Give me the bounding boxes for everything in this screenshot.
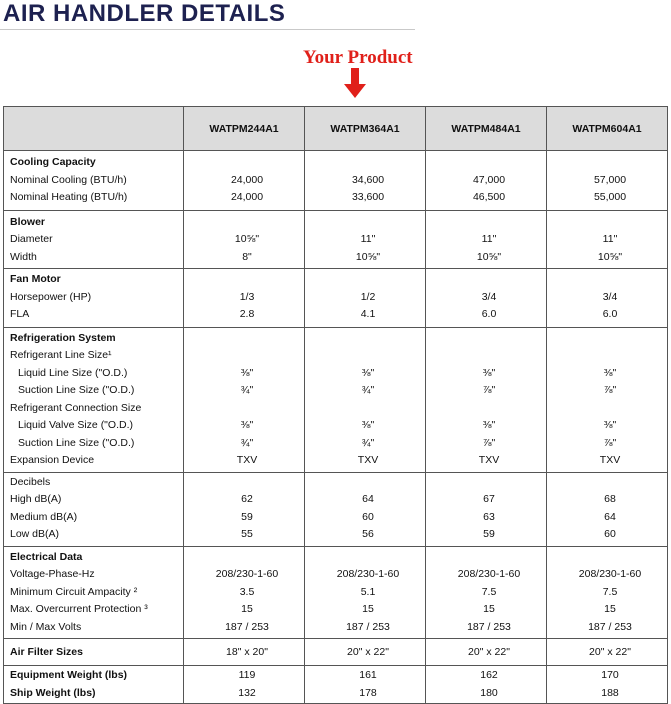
value-column [547,639,668,666]
row-label: High dB(A) [10,493,62,505]
cell-value: ¾" [361,436,375,449]
cell-value: 180 [480,686,498,699]
cell-value: 68 [604,493,616,505]
value-column [547,327,668,472]
cell-value: TXV [478,454,500,466]
cell-value: 6.0 [602,308,618,320]
cell-value: 188 [601,686,619,699]
cell-value: 47,000 [472,173,506,186]
cell-value: ⅜" [240,366,254,379]
cell-value: 187 / 253 [346,620,390,633]
section-labels [4,546,184,639]
cell-value: 10⅝" [234,233,260,245]
value-column [305,666,426,704]
row-label: Suction Line Size ("O.D.) [18,436,135,449]
section-refrigeration-system [4,327,668,472]
cell-value: 7.5 [481,585,497,598]
section-fan-motor [4,269,668,328]
cell-value [432,400,546,418]
cell-value: 1/3 [239,290,255,303]
section-title: Ship Weight (lbs) [10,686,96,699]
section-labels [4,666,184,704]
cell-value: 55 [241,528,253,540]
value-column [547,151,668,211]
cell-value: ⅞" [603,436,617,449]
section-title: Blower [10,215,46,228]
cell-value: TXV [236,454,258,466]
value-column [305,151,426,211]
cell-value: ⅜" [361,366,375,379]
row-label: Nominal Heating (BTU/h) [10,191,128,203]
cell-value: 15 [604,603,616,615]
value-column [184,666,305,704]
value-column [426,269,547,328]
cell-value: 20" x 22" [468,646,510,658]
row-label: FLA [10,308,30,320]
header-row [4,107,668,151]
cell-value: 161 [359,669,377,681]
row-label: Liquid Line Size ("O.D.) [18,366,128,379]
cell-value: 33,600 [351,191,385,203]
section-title: Fan Motor [10,273,61,285]
cell-value: 2.8 [239,308,255,320]
section-title: Air Filter Sizes [10,646,83,658]
value-column [426,210,547,269]
value-column [184,269,305,328]
cell-value: 4.1 [360,308,376,320]
cell-value: 1/2 [360,290,376,303]
cell-value: ⅜" [361,419,375,431]
header-corner [4,107,184,151]
cell-value: 67 [483,493,495,505]
cell-value: 187 / 253 [467,620,511,633]
cell-value: 46,500 [472,191,506,203]
value-column [426,151,547,211]
cell-value: 132 [238,686,256,699]
row-label: Width [10,250,37,263]
value-column [305,472,426,546]
cell-value [190,347,304,365]
cell-value: 20" x 22" [347,646,389,658]
row-label: Refrigerant Line Size¹ [10,349,112,361]
row-label: Diameter [10,233,53,245]
row-label: Min / Max Volts [10,620,82,633]
your-product-callout: Your Product [303,47,413,68]
cell-value: 5.1 [360,585,376,598]
down-arrow-icon [344,68,366,98]
section-title: Cooling Capacity [10,156,96,168]
cell-value [311,400,425,418]
section-labels [4,151,184,211]
cell-value: 208/230-1-60 [457,568,521,580]
cell-value: 6.0 [481,308,497,320]
value-column [426,327,547,472]
value-column [426,472,547,546]
cell-value: ¾" [240,384,254,396]
value-column [184,472,305,546]
value-column [547,546,668,639]
row-label: Nominal Cooling (BTU/h) [10,173,127,186]
row-label: Voltage-Phase-Hz [10,568,95,580]
cell-value: 64 [362,493,374,505]
cell-value: 187 / 253 [225,620,269,633]
cell-value: 24,000 [230,173,264,186]
row-label: Liquid Valve Size ("O.D.) [18,419,133,431]
section-weights [4,666,668,704]
section-labels [4,210,184,269]
value-column [184,327,305,472]
section-decibels [4,472,668,546]
cell-value: 10⅝" [597,250,623,263]
value-column [305,327,426,472]
section-cooling-capacity [4,151,668,211]
page-title: AIR HANDLER DETAILS [3,0,286,27]
cell-value: 10⅝" [355,250,381,263]
cell-value: ⅜" [482,366,496,379]
model-header: WATPM364A1 [305,107,426,151]
cell-value: 55,000 [593,191,627,203]
value-column [184,151,305,211]
section-title: Decibels [10,475,51,488]
cell-value: 11" [360,233,376,245]
row-label: Low dB(A) [10,528,60,540]
cell-value: ⅜" [240,419,254,431]
cell-value: 3.5 [239,585,255,598]
section-labels [4,472,184,546]
section-blower [4,210,668,269]
cell-value: 208/230-1-60 [215,568,279,580]
cell-value: 24,000 [230,191,264,203]
row-label: Horsepower (HP) [10,290,92,303]
cell-value: ¾" [361,384,375,396]
cell-value: ⅜" [603,366,617,379]
value-column [305,210,426,269]
cell-value: 11" [481,233,497,245]
section-labels [4,327,184,472]
value-column [184,210,305,269]
cell-value: 15 [483,603,495,615]
model-header: WATPM244A1 [184,107,305,151]
cell-value: 119 [238,669,256,681]
value-column [426,666,547,704]
value-column [426,546,547,639]
cell-value: 11" [602,233,618,245]
cell-value: 60 [362,510,374,523]
cell-value: 63 [483,510,495,523]
row-label: Refrigerant Connection Size [10,401,142,414]
value-column [305,639,426,666]
cell-value: 60 [604,528,616,540]
value-column [426,639,547,666]
cell-value [553,347,667,365]
cell-value: 162 [480,669,498,681]
row-label: Max. Overcurrent Protection ³ [10,603,148,615]
cell-value: TXV [357,454,379,466]
cell-value: 59 [241,510,253,523]
cell-value: ⅞" [603,384,617,396]
row-label: Minimum Circuit Ampacity ² [10,585,138,598]
title-divider [0,29,415,30]
cell-value [432,347,546,365]
cell-value: 7.5 [602,585,618,598]
section-title: Refrigeration System [10,331,116,344]
model-header: WATPM604A1 [547,107,668,151]
cell-value [190,400,304,418]
cell-value: ¾" [240,436,254,449]
cell-value: 64 [604,510,616,523]
cell-value: 56 [362,528,374,540]
row-label: Medium dB(A) [10,510,78,523]
section-title: Equipment Weight (lbs) [10,669,128,681]
cell-value: 18" x 20" [226,646,268,658]
cell-value: 3/4 [481,290,497,303]
cell-value: 3/4 [602,290,618,303]
cell-value: ⅞" [482,384,496,396]
cell-value: 15 [362,603,374,615]
model-header: WATPM484A1 [426,107,547,151]
section-labels [4,639,184,666]
cell-value: 208/230-1-60 [336,568,400,580]
section-electrical-data [4,546,668,639]
row-label: Suction Line Size ("O.D.) [18,384,135,396]
cell-value: 59 [483,528,495,540]
cell-value: 178 [359,686,377,699]
cell-value: 10⅝" [476,250,502,263]
cell-value: 62 [241,493,253,505]
cell-value [553,400,667,418]
cell-value [311,347,425,365]
cell-value: ⅞" [482,436,496,449]
cell-value: TXV [599,454,621,466]
value-column [547,269,668,328]
value-column [184,546,305,639]
cell-value: ⅜" [482,419,496,431]
row-label: Expansion Device [10,454,95,466]
value-column [547,210,668,269]
cell-value: 15 [241,603,253,615]
value-column [547,666,668,704]
cell-value: 34,600 [351,173,385,186]
cell-value: 8" [242,250,252,263]
value-column [184,639,305,666]
value-column [547,472,668,546]
section-labels [4,269,184,328]
cell-value: 187 / 253 [588,620,632,633]
section-air-filter-sizes [4,639,668,666]
value-column [305,546,426,639]
cell-value: ⅜" [603,419,617,431]
cell-value: 57,000 [593,173,627,186]
value-column [305,269,426,328]
cell-value: 208/230-1-60 [578,568,642,580]
section-title: Electrical Data [10,550,83,563]
specs-table [3,106,668,704]
cell-value: 170 [601,669,619,681]
cell-value: 20" x 22" [589,646,631,658]
